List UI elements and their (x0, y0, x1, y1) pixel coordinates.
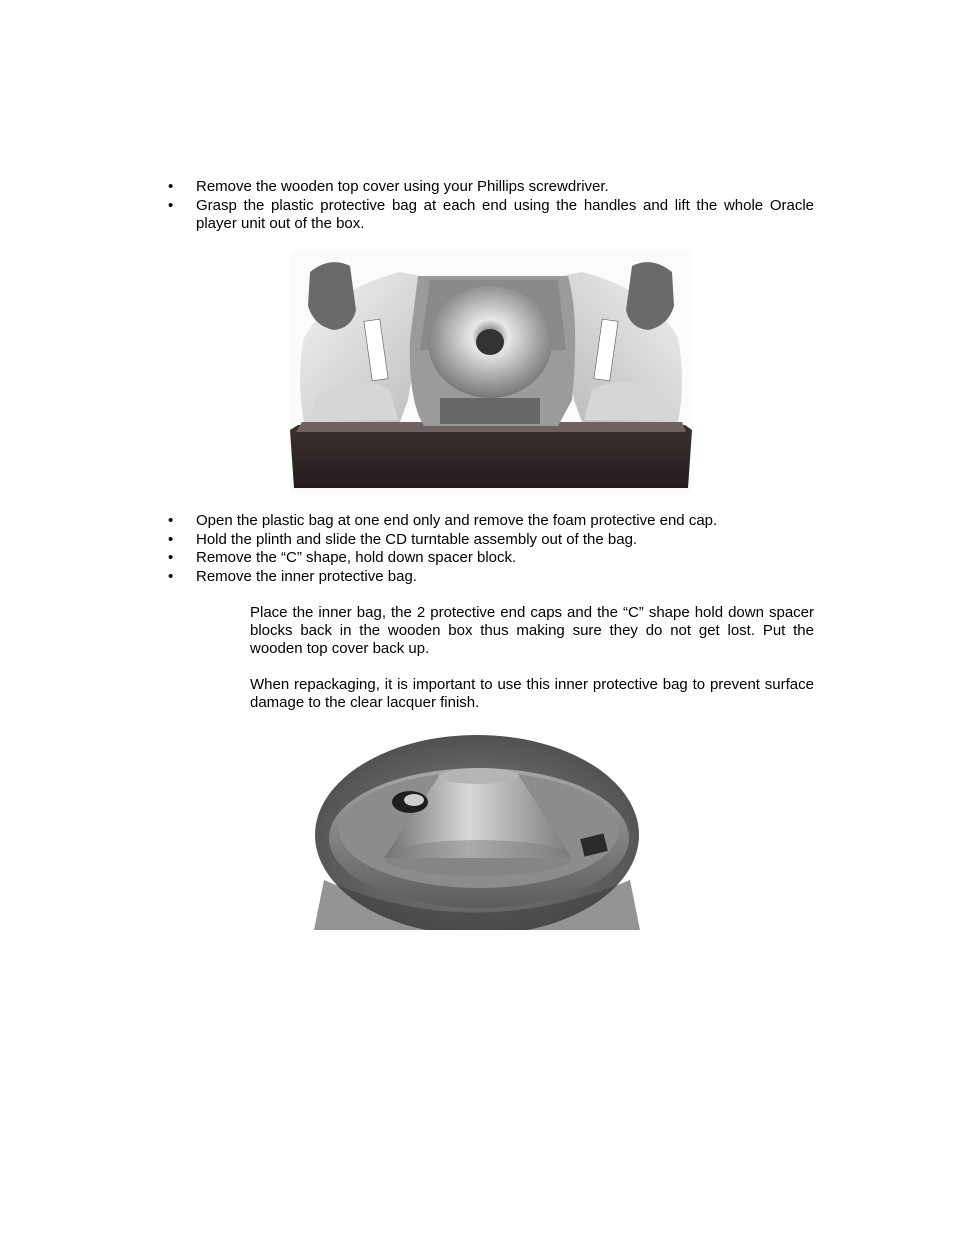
list-item: • Hold the plinth and slide the CD turntable assembly out of the bag. (168, 531, 814, 550)
turntable-photo (314, 730, 640, 930)
list-item: • Remove the “C” shape, hold down spacer block. (168, 549, 814, 568)
instruction-list-2 (168, 512, 814, 586)
list-item: • Grasp the plastic protective bag at each end using the handles and lift the whole Oracle player unit out of the box. (168, 197, 814, 234)
list-item: • Remove the wooden top cover using your Phillips screwdriver. (168, 178, 814, 197)
note-paragraph-2: When repackaging, it is important to use this inner protective bag to prevent surface damage to the clear lacquer finish. (250, 676, 814, 711)
packaged-unit-photo (290, 250, 692, 493)
list-item: • Open the plastic bag at one end only and remove the foam protective end cap. (168, 512, 814, 531)
packaged-unit-in-wooden-box-photo-icon (290, 250, 692, 493)
list-item: • Remove the inner protective bag. (168, 568, 814, 587)
note-paragraph-1: Place the inner bag, the 2 protective end caps and the “C” shape hold down spacer blocks back in the wooden box thus making sure they do not get lost. Put the wooden top cover back up. (250, 604, 814, 657)
cd-turntable-in-protective-bag-photo-icon (314, 730, 640, 930)
instruction-list-1 (168, 178, 814, 234)
